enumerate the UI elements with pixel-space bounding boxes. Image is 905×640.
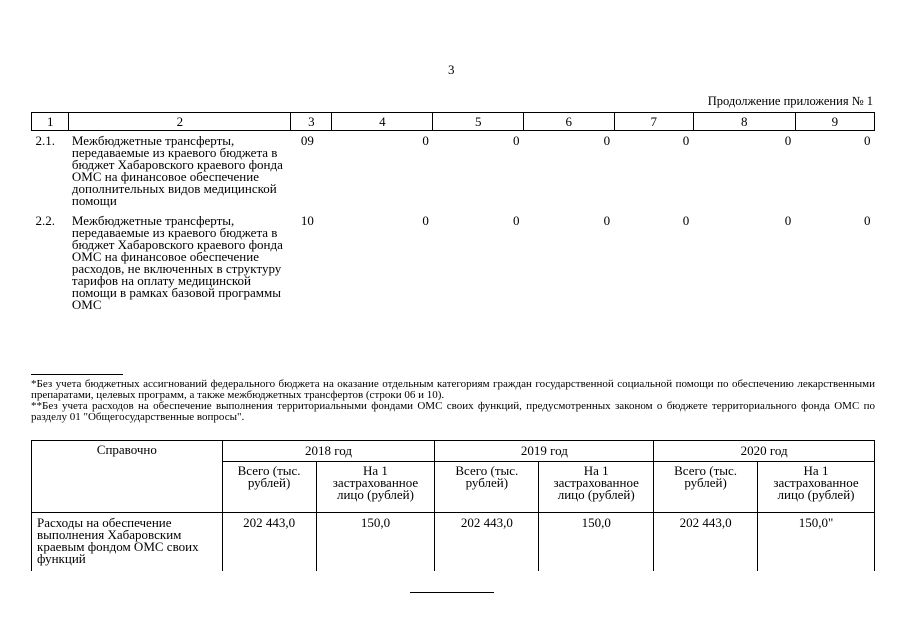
cell-value: 0 (513, 133, 520, 148)
col-header: 8 (693, 113, 795, 131)
cell-value: 0 (784, 133, 792, 148)
main-table-header (32, 113, 875, 131)
row-index: 2.1. (35, 133, 55, 148)
cell-value: 0 (864, 213, 871, 228)
page-number: 3 (448, 62, 455, 77)
col-header: 3 (291, 113, 332, 131)
cell-value: 0 (682, 133, 690, 148)
footnote-divider (31, 374, 123, 375)
cell-value: 0 (864, 133, 871, 148)
year-header: 2018 год (222, 441, 435, 462)
table-row (32, 131, 875, 212)
cell-value: 0 (682, 213, 690, 228)
col-header: 2 (69, 113, 291, 131)
end-divider (410, 592, 494, 593)
cell-value: 202 443,0 (654, 513, 758, 572)
cell-value: 202 443,0 (222, 513, 316, 572)
ref-label: Справочно (32, 441, 223, 513)
col-header: 9 (795, 113, 874, 131)
cell-value: 150,0 (316, 513, 435, 572)
footnote-1: *Без учета бюджетных ассигнований федерального бюджета на оказание отдельным категориям граждан государственной социальной помощи по обеспечению лекарственными препаратами, целевых программ, а также межбюджетных трансфертов (строки 06 и 10). (31, 378, 875, 401)
cell-value: 0 (603, 133, 611, 148)
col-header: 7 (614, 113, 693, 131)
cell-value: 150,0 (539, 513, 654, 572)
cell-value: 0 (422, 213, 429, 228)
ref-row-label: Расходы на обеспечение выполнения Хабаровским краевым фондом ОМС своих функций (32, 513, 223, 572)
subheader-total: Всего (тыс. рублей) (435, 462, 539, 513)
footnotes (31, 379, 875, 423)
cell-value: 0 (603, 213, 611, 228)
cell-value: 202 443,0 (435, 513, 539, 572)
subheader-per-person: На 1 застрахованное лицо (рублей) (539, 462, 654, 513)
main-table (31, 112, 875, 315)
year-header: 2020 год (654, 441, 875, 462)
row-name: Межбюджетные трансферты, передаваемые из краевого бюджета в бюджет Хабаровского краевого фонда ОМС на финансовое обеспечение дополнительных видов медицинской помощи (71, 133, 283, 208)
table-row (32, 513, 875, 572)
cell-value: 0 (513, 213, 520, 228)
ref-header-years (32, 441, 875, 462)
continuation-label: Продолжение приложения № 1 (707, 94, 873, 108)
subheader-total: Всего (тыс. рублей) (222, 462, 316, 513)
subheader-total: Всего (тыс. рублей) (654, 462, 758, 513)
row-index: 2.2. (35, 213, 55, 228)
row-name: Межбюджетные трансферты, передаваемые из краевого бюджета в бюджет Хабаровского краевого фонда ОМС на финансовое обеспечение расходов, не включенных в структуру тарифов на оплату медицинской помощи в рамках базовой программы ОМС (71, 213, 283, 312)
col-header: 1 (32, 113, 69, 131)
subheader-per-person: На 1 застрахованное лицо (рублей) (316, 462, 435, 513)
cell-value: 0 (422, 133, 429, 148)
cell-value: 0 (784, 213, 792, 228)
table-row (32, 211, 875, 315)
row-code: 09 (300, 133, 314, 148)
row-code: 10 (300, 213, 314, 228)
footnote-2: **Без учета расходов на обеспечение выполнения территориальными фондами ОМС своих функций, предусмотренных законом о бюджете территориального фонда ОМС по разделу 01 "Общегосударственные вопросы". (31, 400, 875, 423)
subheader-per-person: На 1 застрахованное лицо (рублей) (758, 462, 875, 513)
year-header: 2019 год (435, 441, 654, 462)
cell-value: 150,0" (758, 513, 875, 572)
reference-table (31, 440, 875, 571)
col-header: 4 (332, 113, 433, 131)
col-header: 5 (433, 113, 524, 131)
col-header: 6 (524, 113, 615, 131)
